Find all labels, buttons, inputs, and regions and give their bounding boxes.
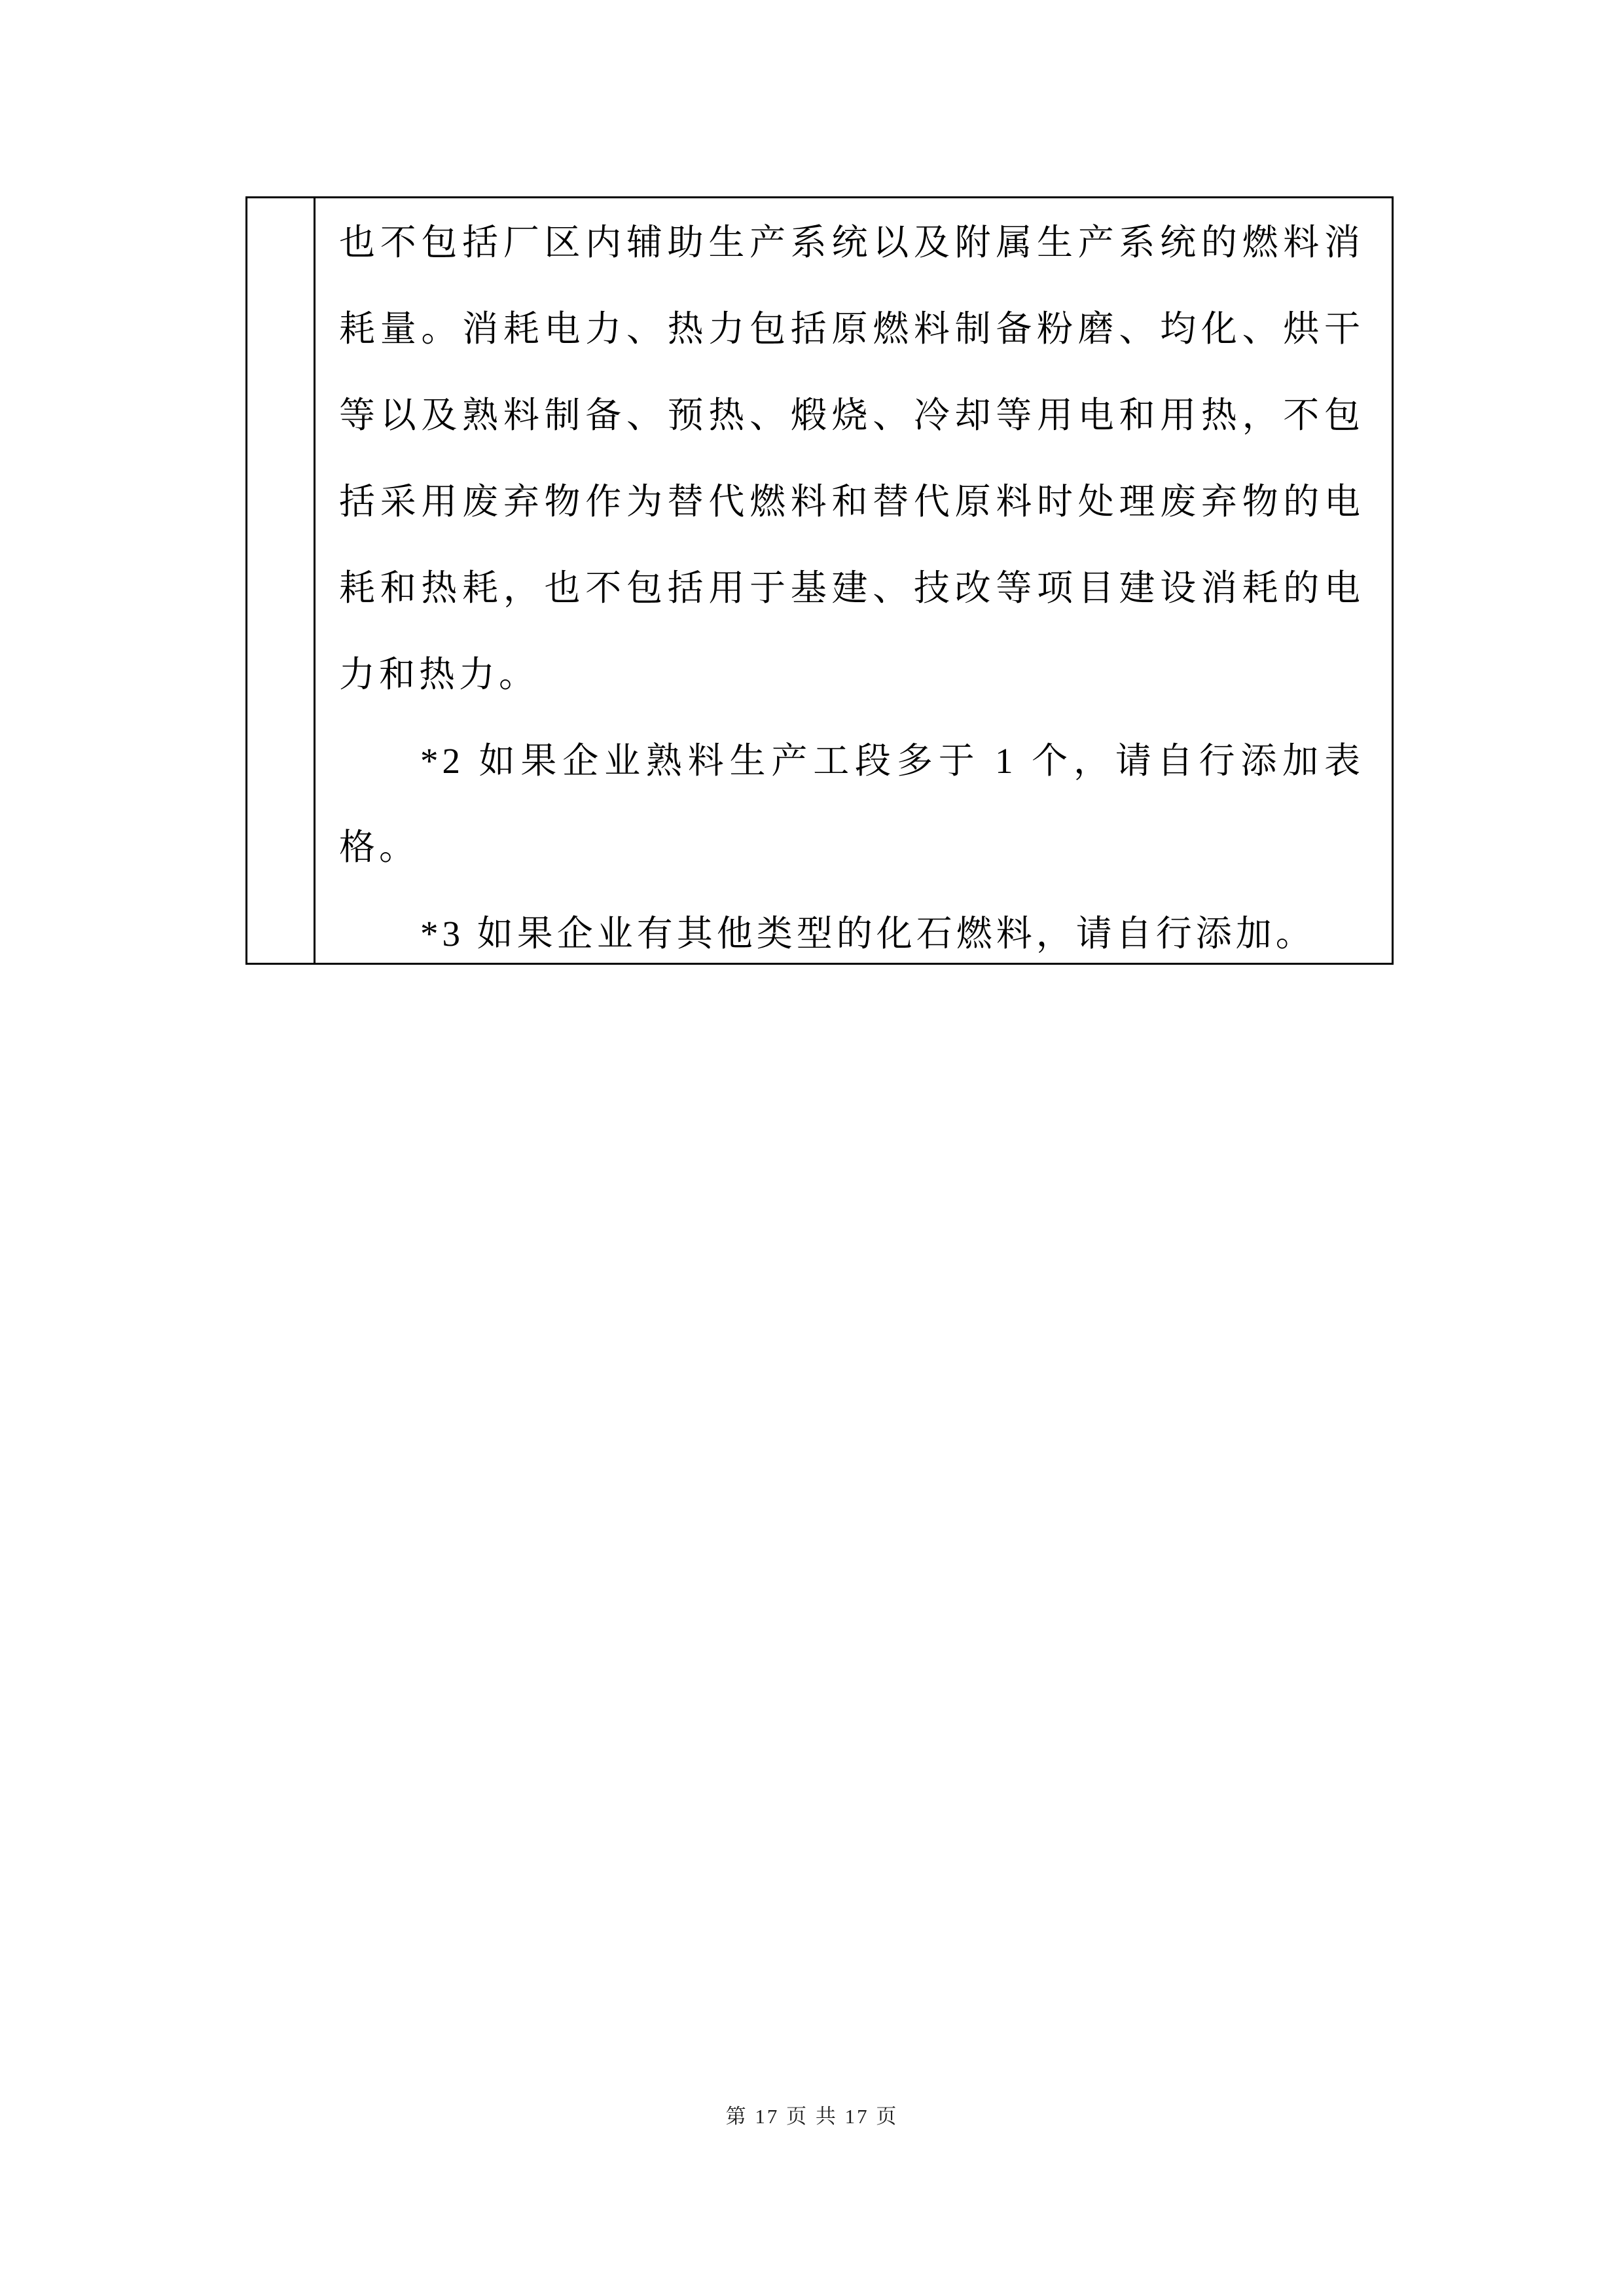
table-stub-cell	[247, 198, 316, 963]
note-paragraph-continuation: 也不包括厂区内辅助生产系统以及附属生产系统的燃料消耗量。消耗电力、热力包括原燃料制备粉磨、均化、烘干等以及熟料制备、预热、煅烧、冷却等用电和用热，不包括采用废弃物作为替代燃料和替代原料时处理废弃物的电耗和热耗，也不包括用于基建、技改等项目建设消耗的电力和热力。	[339, 223, 1364, 694]
notes-table	[245, 196, 1394, 965]
note-paragraph-footnote-2: *2 如果企业熟料生产工段多于 1 个，请自行添加表格。	[339, 741, 1364, 867]
page-number-footer: 第 17 页 共 17 页	[725, 2105, 899, 2128]
note-paragraph-footnote-3: *3 如果企业有其他类型的化石燃料，请自行添加。	[420, 914, 1316, 954]
table-note-cell	[316, 198, 1392, 963]
